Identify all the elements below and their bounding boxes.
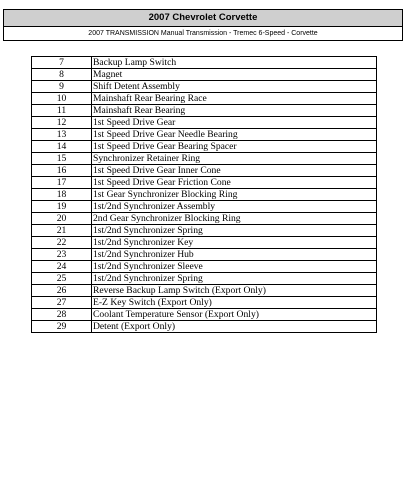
table-row	[32, 105, 377, 117]
item-description: Reverse Backup Lamp Switch (Export Only)	[92, 285, 377, 297]
item-description: 2nd Gear Synchronizer Blocking Ring	[92, 213, 377, 225]
table-row	[32, 285, 377, 297]
item-description: Backup Lamp Switch	[92, 57, 377, 69]
table-row	[32, 57, 377, 69]
item-number: 8	[32, 69, 92, 81]
table-row	[32, 81, 377, 93]
page-title: 2007 Chevrolet Corvette	[4, 10, 402, 27]
item-description: 1st/2nd Synchronizer Key	[92, 237, 377, 249]
table-row	[32, 213, 377, 225]
item-number: 27	[32, 297, 92, 309]
table-row	[32, 141, 377, 153]
item-description: Detent (Export Only)	[92, 321, 377, 333]
table-row	[32, 117, 377, 129]
item-number: 12	[32, 117, 92, 129]
item-number: 10	[32, 93, 92, 105]
item-description: E-Z Key Switch (Export Only)	[92, 297, 377, 309]
item-number: 29	[32, 321, 92, 333]
item-description: 1st Speed Drive Gear Friction Cone	[92, 177, 377, 189]
item-number: 15	[32, 153, 92, 165]
table-row	[32, 261, 377, 273]
table-row	[32, 165, 377, 177]
item-description: 1st/2nd Synchronizer Spring	[92, 273, 377, 285]
item-number: 28	[32, 309, 92, 321]
item-number: 14	[32, 141, 92, 153]
item-number: 18	[32, 189, 92, 201]
page-header	[3, 9, 403, 41]
item-description: 1st/2nd Synchronizer Sleeve	[92, 261, 377, 273]
item-number: 23	[32, 249, 92, 261]
table-row	[32, 153, 377, 165]
page-subtitle: 2007 TRANSMISSION Manual Transmission - Tremec 6-Speed - Corvette	[88, 30, 318, 37]
item-description: Coolant Temperature Sensor (Export Only)	[92, 309, 377, 321]
item-description: 1st/2nd Synchronizer Assembly	[92, 201, 377, 213]
table-row	[32, 93, 377, 105]
item-description: Synchronizer Retainer Ring	[92, 153, 377, 165]
table-row	[32, 273, 377, 285]
item-number: 20	[32, 213, 92, 225]
item-number: 24	[32, 261, 92, 273]
table-row	[32, 297, 377, 309]
item-description: Mainshaft Rear Bearing	[92, 105, 377, 117]
item-description: 1st/2nd Synchronizer Hub	[92, 249, 377, 261]
parts-table	[31, 56, 377, 333]
item-number: 25	[32, 273, 92, 285]
item-description: 1st Speed Drive Gear Bearing Spacer	[92, 141, 377, 153]
item-description: 1st Speed Drive Gear Needle Bearing	[92, 129, 377, 141]
table-row	[32, 189, 377, 201]
item-description: 1st Speed Drive Gear Inner Cone	[92, 165, 377, 177]
item-description: Shift Detent Assembly	[92, 81, 377, 93]
item-number: 21	[32, 225, 92, 237]
table-row	[32, 321, 377, 333]
table-row	[32, 201, 377, 213]
item-number: 19	[32, 201, 92, 213]
item-number: 9	[32, 81, 92, 93]
table-row	[32, 177, 377, 189]
item-number: 11	[32, 105, 92, 117]
item-number: 16	[32, 165, 92, 177]
table-row	[32, 249, 377, 261]
table-row	[32, 129, 377, 141]
item-description: 1st Speed Drive Gear	[92, 117, 377, 129]
item-number: 7	[32, 57, 92, 69]
table-row	[32, 225, 377, 237]
table-row	[32, 69, 377, 81]
item-description: 1st/2nd Synchronizer Spring	[92, 225, 377, 237]
item-number: 13	[32, 129, 92, 141]
table-row	[32, 309, 377, 321]
item-number: 17	[32, 177, 92, 189]
item-number: 26	[32, 285, 92, 297]
item-description: Mainshaft Rear Bearing Race	[92, 93, 377, 105]
table-row	[32, 237, 377, 249]
item-description: Magnet	[92, 69, 377, 81]
item-description: 1st Gear Synchronizer Blocking Ring	[92, 189, 377, 201]
item-number: 22	[32, 237, 92, 249]
